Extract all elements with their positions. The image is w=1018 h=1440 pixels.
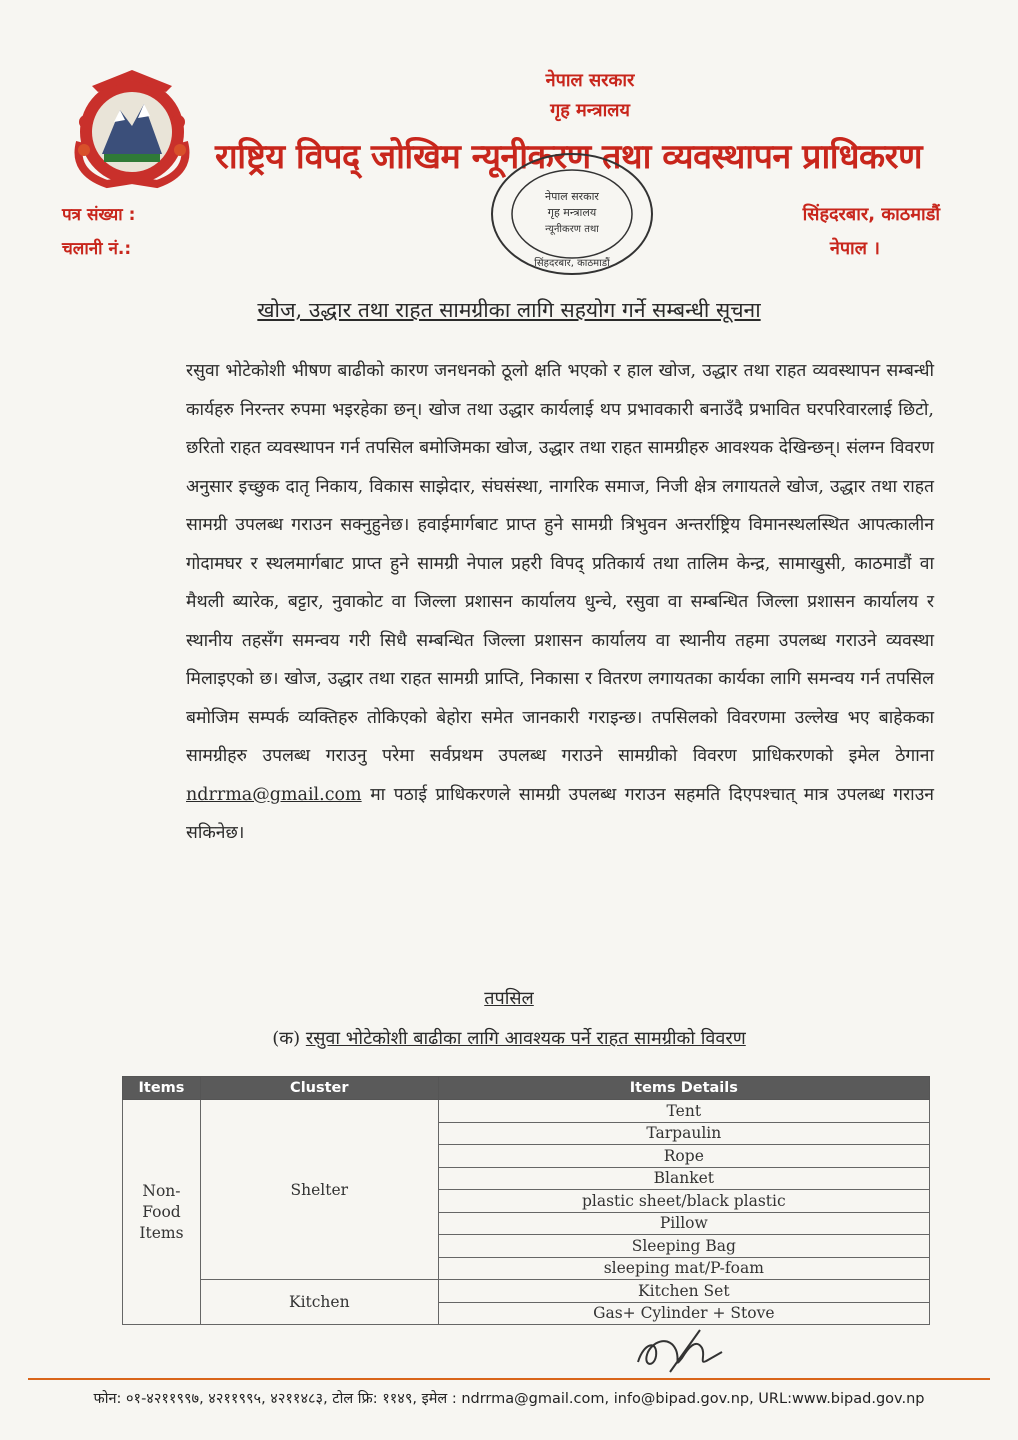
- annex-heading: तपसिल: [484, 988, 534, 1009]
- stamp-line4: सिंहदरबार, काठमाडौं: [534, 258, 610, 269]
- reference-number-label: पत्र संख्या :: [62, 205, 136, 225]
- footer-contact: फोन: ०१-४२११९९७, ४२११९९५, ४२११४८३, टोल फ्रि: ११४९, इमेल : ndrrma@gmail.com, info@bipad.gov.np, URL:www.bipad.gov.np: [93, 1391, 925, 1407]
- notice-body-part2: मा पठाई प्राधिकरणले सामग्री उपलब्ध गराउन सहमति दिएपश्चात् मात्र उपलब्ध गराउन सकिनेछ।: [186, 784, 934, 843]
- detail-cell: Kitchen Set: [438, 1280, 929, 1303]
- detail-cell: sleeping mat/P-foam: [438, 1257, 929, 1280]
- address-line1: सिंहदरबार, काठमाडौं: [802, 204, 940, 225]
- government-name: नेपाल सरकार: [545, 70, 635, 91]
- authority-title: राष्ट्रिय विपद् जोखिम न्यूनीकरण तथा व्यवस्थापन प्राधिकरण: [215, 137, 923, 177]
- notice-title: खोज, उद्धार तथा राहत सामग्रीका लागि सहयोग गर्ने सम्बन्धी सूचना: [257, 298, 761, 322]
- dispatch-number-label: चलानी नं.:: [62, 239, 132, 259]
- category-cell: Non- Food Items: [123, 1100, 201, 1325]
- detail-cell: Blanket: [438, 1167, 929, 1190]
- header-cluster: Cluster: [200, 1077, 438, 1100]
- detail-cell: plastic sheet/black plastic: [438, 1190, 929, 1213]
- detail-cell: Rope: [438, 1145, 929, 1168]
- notice-body: [186, 352, 934, 853]
- detail-cell: Gas+ Cylinder + Stove: [438, 1302, 929, 1325]
- cluster-cell: Shelter: [200, 1100, 438, 1280]
- cluster-cell: Kitchen: [200, 1280, 438, 1325]
- ministry-name: गृह मन्त्रालय: [550, 100, 630, 121]
- annex-subtitle-text: रसुवा भोटेकोशी बाढीका लागि आवश्यक पर्ने राहत सामग्रीको विवरण: [305, 1028, 746, 1049]
- table-header-row: [123, 1077, 930, 1100]
- relief-items-table: [122, 1076, 930, 1325]
- signature-icon: [630, 1322, 730, 1378]
- annex-subtitle: [0, 1026, 1018, 1050]
- stamp-line1: नेपाल सरकार: [545, 190, 599, 203]
- detail-cell: Pillow: [438, 1212, 929, 1235]
- annex-subtitle-prefix: (क): [272, 1028, 301, 1049]
- table-row: [123, 1100, 930, 1123]
- detail-cell: Sleeping Bag: [438, 1235, 929, 1258]
- header-items: Items: [123, 1077, 201, 1100]
- stamp-line2: गृह मन्त्रालय: [547, 206, 597, 219]
- detail-cell: Tent: [438, 1100, 929, 1123]
- detail-cell: Tarpaulin: [438, 1122, 929, 1145]
- office-stamp-icon: [488, 150, 656, 278]
- notice-body-part1: रसुवा भोटेकोशी भीषण बाढीको कारण जनधनको ठूलो क्षति भएको र हाल खोज, उद्धार तथा राहत व्यवस्थापन सम्बन्धी कार्यहरु निरन्तर रुपमा भइरहेका छन्। खोज तथा उद्धार कार्यलाई थप प्रभावकारी बनाउँदै प्रभावित घरपरिवारलाई छिटो, छरितो राहत व्यवस्थापन गर्न तपसिल बमोजिमका खोज, उद्धार तथा राहत सामग्रीहरु आवश्यक देखिन्छन्। संलग्न विवरण अनुसार इच्छुक दातृ निकाय, विकास साझेदार, संघसंस्था, नागरिक समाज, निजी क्षेत्र लगायतले खोज, उद्धार तथा राहत सामग्री उपलब्ध गराउन सक्नुहुनेछ। हवाईमार्गबाट प्राप्त हुने सामग्री त्रिभुवन अन्तर्राष्ट्रिय विमानस्थलस्थित आपत्कालीन गोदामघर र स्थलमार्गबाट प्राप्त हुने सामग्री नेपाल प्रहरी विपद् प्रतिकार्य तथा तालिम केन्द्र, सामाखुसी, काठमाडौं वा मैथली ब्यारेक, बट्टार, नुवाकोट वा जिल्ला प्रशासन कार्यालय धुन्चे, रसुवा वा सम्बन्धित जिल्ला प्रशासन कार्यालय र स्थानीय तहसँग समन्वय गरी सिधै सम्बन्धित जिल्ला प्रशासन कार्यालय वा स्थानीय तहमा उपलब्ध गराउने व्यवस्था मिलाइएको छ। खोज, उद्धार तथा राहत सामग्री प्राप्ति, निकासा र वितरण लगायतका कार्यका लागि समन्वय गर्न तपसिल बमोजिम सम्पर्क व्यक्तिहरु तोकिएको बेहोरा समेत जानकारी गराइन्छ। तपसिलको विवरणमा उल्लेख भए बाहेकका सामग्रीहरु उपलब्ध गराउनु परेमा सर्वप्रथम उपलब्ध गराउने सामग्रीको विवरण प्राधिकरणको इमेल ठेगाना: [186, 361, 934, 766]
- footer-divider: [28, 1378, 990, 1380]
- table-row: [123, 1280, 930, 1303]
- nepal-emblem-icon: [62, 62, 202, 192]
- header-items-details: Items Details: [438, 1077, 929, 1100]
- address-line2: नेपाल ।: [829, 238, 880, 259]
- stamp-line3: न्यूनीकरण तथा: [545, 224, 599, 235]
- email-link[interactable]: ndrrma@gmail.com: [186, 784, 362, 805]
